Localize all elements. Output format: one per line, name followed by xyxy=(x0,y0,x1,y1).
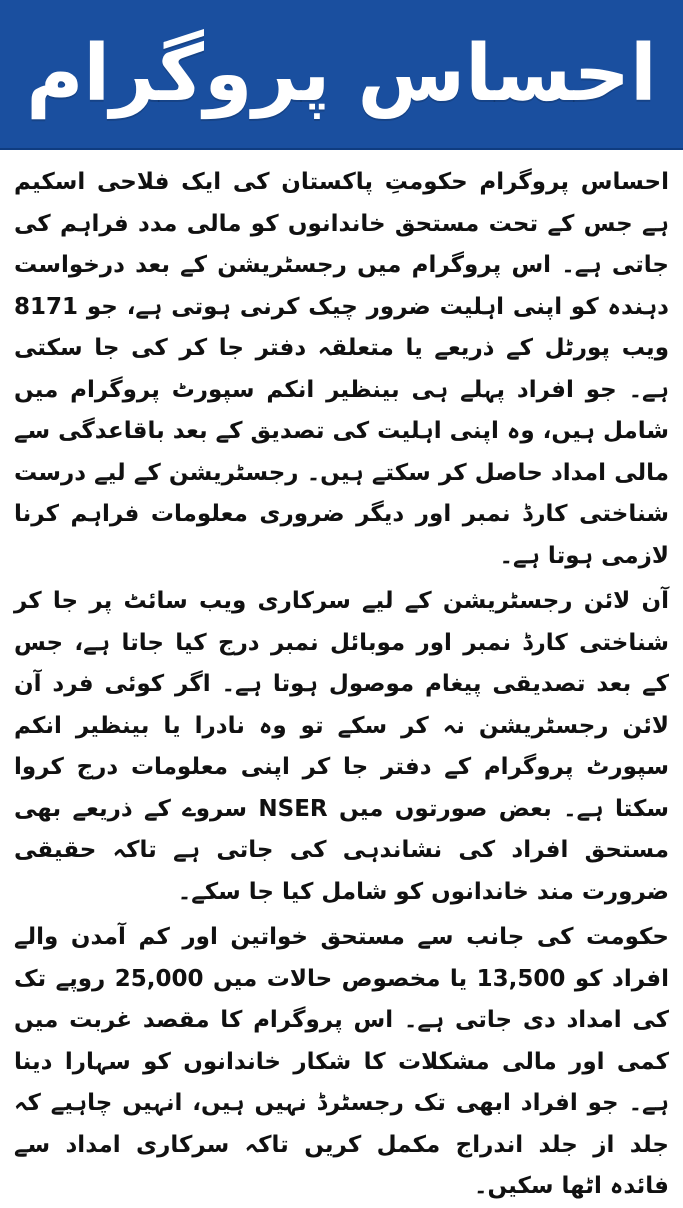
article-body xyxy=(0,150,683,1208)
paragraph: احساس پروگرام حکومتِ پاکستان کی ایک فلاحی اسکیم ہے جس کے تحت مستحق خاندانوں کو مالی مدد فراہم کی جاتی ہے۔ اس پروگرام میں رجسٹریشن کے بعد درخواست دہندہ کو اپنی اہلیت ضرور چیک کرنی ہوتی ہے، جو 8171 ویب پورٹل کے ذریعے یا متعلقہ دفتر جا کر کی جا سکتی ہے۔ جو افراد پہلے ہی بینظیر انکم سپورٹ پروگرام میں شامل ہیں، وہ اپنی اہلیت کی تصدیق کے بعد باقاعدگی سے مالی امداد حاصل کر سکتے ہیں۔ رجسٹریشن کے لیے درست شناختی کارڈ نمبر اور دیگر ضروری معلومات فراہم کرنا لازمی ہوتا ہے۔ xyxy=(14,169,669,569)
paragraph: آن لائن رجسٹریشن کے لیے سرکاری ویب سائٹ پر جا کر شناختی کارڈ نمبر اور موبائل نمبر درج کیا جاتا ہے، جس کے بعد تصدیقی پیغام موصول ہوتا ہے۔ اگر کوئی فرد آن لائن رجسٹریشن نہ کر سکے تو وہ نادرا یا بینظیر انکم سپورٹ پروگرام کے دفتر جا کر اپنی معلومات درج کروا سکتا ہے۔ بعض صورتوں میں NSER سروے کے ذریعے بھی مستحق افراد کی نشاندہی کی جاتی ہے تاکہ حقیقی ضرورت مند خاندانوں کو شامل کیا جا سکے۔ xyxy=(14,588,669,905)
page-title: احساس پروگرام xyxy=(26,29,657,119)
paragraph: حکومت کی جانب سے مستحق خواتین اور کم آمدن والے افراد کو 13,500 یا مخصوص حالات میں 25,000 روپے تک کی امداد دی جاتی ہے۔ اس پروگرام کا مقصد غربت میں کمی اور مالی مشکلات کا شکار خاندانوں کو سہارا دینا ہے۔ جو افراد ابھی تک رجسٹرڈ نہیں ہیں، انہیں چاہیے کہ جلد از جلد اندراج مکمل کریں تاکہ سرکاری امداد سے فائدہ اٹھا سکیں۔ xyxy=(14,924,669,1199)
header-banner xyxy=(0,0,683,150)
